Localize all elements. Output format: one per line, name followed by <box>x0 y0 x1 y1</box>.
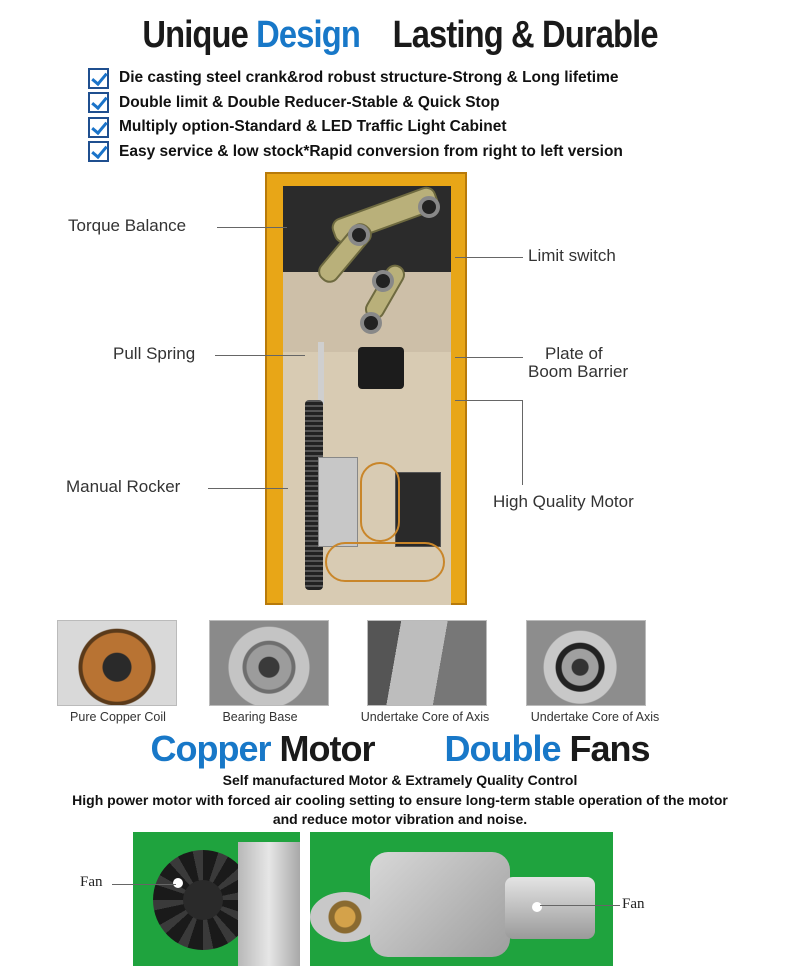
callout-line <box>522 400 523 485</box>
headline-part1: Unique <box>142 14 257 56</box>
roller-wheel <box>372 270 394 292</box>
fan-label-right: Fan <box>622 896 645 912</box>
checkbox-icon <box>88 117 109 138</box>
checkbox-icon <box>88 68 109 89</box>
photo-motor-fan <box>133 832 300 966</box>
callout-line <box>455 357 523 358</box>
callout-high-quality-motor: High Quality Motor <box>493 492 634 511</box>
gearbox <box>370 852 510 957</box>
feature-text: Easy service & low stock*Rapid conversion from right to left version <box>119 142 623 160</box>
callout-manual-rocker: Manual Rocker <box>66 477 181 496</box>
fan-callout-line <box>112 884 176 885</box>
callout-plate-line2: Boom Barrier <box>528 362 629 381</box>
copper-accent: Copper <box>150 728 271 769</box>
roller-wheel <box>348 224 370 246</box>
thumbnail-core-axis-1 <box>367 620 487 706</box>
feature-item <box>88 115 708 140</box>
subtext-line3: and reduce motor vibration and noise. <box>272 811 528 827</box>
subtext-line1: Self manufactured Motor & Extramely Quality Control <box>222 772 578 788</box>
spring-rod <box>318 342 324 404</box>
thumbnail-caption: Bearing Base <box>222 710 298 724</box>
cabinet-illustration <box>0 172 800 612</box>
thumbnail-copper-coil <box>57 620 177 706</box>
thumbnail-caption: Undertake Core of Axis <box>530 710 660 724</box>
callout-line <box>215 355 305 356</box>
callout-line <box>455 257 523 258</box>
feature-list <box>88 66 708 164</box>
feature-item <box>88 66 708 91</box>
fan-marker-icon <box>173 878 183 888</box>
checkbox-icon <box>88 141 109 162</box>
callout-line <box>217 227 287 228</box>
fan-label-left: Fan <box>80 874 103 890</box>
fan-hub <box>183 880 223 920</box>
callout-limit-switch: Limit switch <box>528 246 616 265</box>
wiring <box>325 542 445 582</box>
wiring <box>360 462 400 542</box>
double-accent: Double <box>444 728 561 769</box>
callout-plate-line1: Plate of <box>545 344 603 363</box>
component-thumbnails <box>0 620 800 728</box>
thumbnail-caption: Pure Copper Coil <box>70 710 166 724</box>
motor-word: Motor <box>270 728 375 769</box>
thumbnail-caption: Undertake Core of Axis <box>360 710 490 724</box>
headline <box>56 14 744 57</box>
power-supply <box>318 457 358 547</box>
fan-marker-icon <box>532 902 542 912</box>
thumbnail-bearing-base <box>209 620 329 706</box>
motor-housing <box>238 842 300 966</box>
control-board <box>395 472 441 547</box>
motor-headline <box>0 728 800 770</box>
callout-line <box>208 488 288 489</box>
fans-word: Fans <box>560 728 650 769</box>
feature-text: Multiply option-Standard & LED Traffic Light Cabinet <box>119 118 507 136</box>
callout-torque-balance: Torque Balance <box>68 216 187 235</box>
limit-switch-box <box>358 347 404 389</box>
fan-callout-line <box>540 905 620 906</box>
photo-gear-motor <box>310 832 613 966</box>
callout-line <box>455 400 523 401</box>
feature-text: Die casting steel crank&rod robust structure-Strong & Long lifetime <box>119 69 619 87</box>
feature-text: Double limit & Double Reducer-Stable & Quick Stop <box>119 93 500 111</box>
checkbox-icon <box>88 92 109 113</box>
roller-wheel <box>418 196 440 218</box>
roller-wheel <box>360 312 382 334</box>
subtext-line2: High power motor with forced air cooling setting to ensure long-term stable operation of the motor <box>72 792 728 808</box>
feature-item <box>88 140 708 165</box>
feature-item <box>88 91 708 116</box>
thumbnail-core-axis-2 <box>526 620 646 706</box>
motor-cylinder <box>505 877 595 939</box>
callout-pull-spring: Pull Spring <box>113 344 196 363</box>
headline-accent: Design <box>256 14 360 56</box>
headline-part2: Lasting & Durable <box>392 14 658 56</box>
